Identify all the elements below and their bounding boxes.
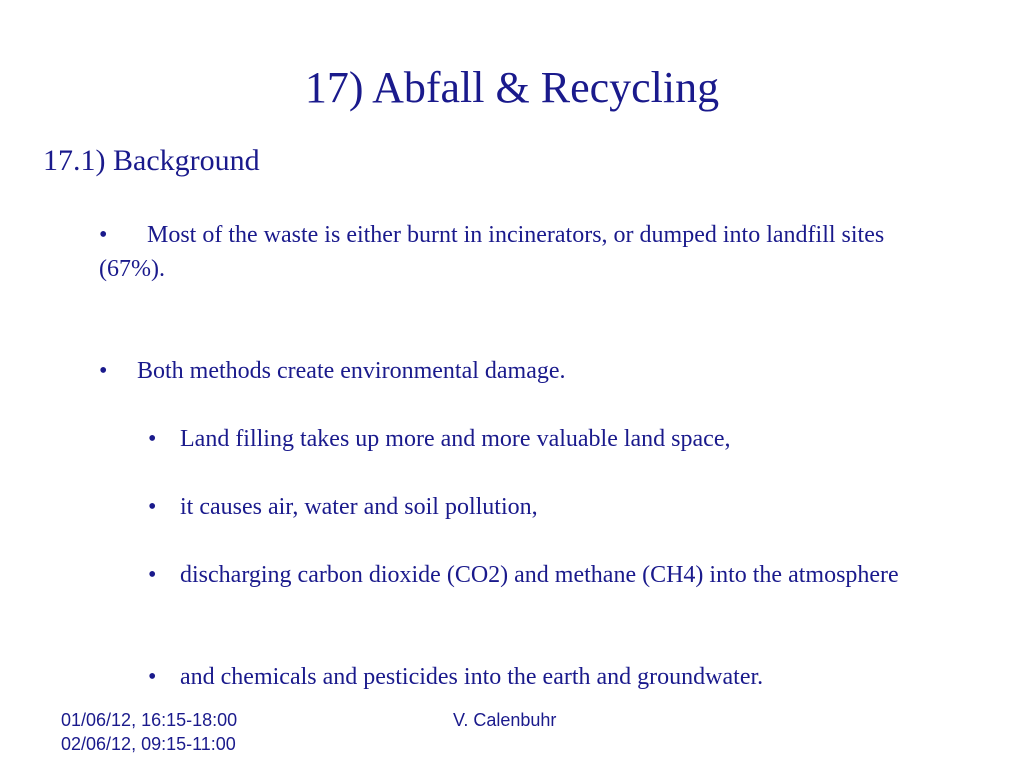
- sub-bullet-pollution: [148, 490, 928, 524]
- sub-bullet-land-space: [148, 422, 928, 456]
- footer-dates: [61, 708, 237, 756]
- footer-date-line-1: 01/06/12, 16:15-18:00: [61, 710, 238, 730]
- bullet-glyph: •: [148, 562, 157, 588]
- bullet-text: Most of the waste is either burnt in incinerators, or dumped into landfill sites (67%).: [99, 222, 885, 282]
- bullet-glyph: •: [148, 426, 157, 452]
- section-heading: 17.1) Background: [43, 144, 260, 177]
- sub-bullet-text: discharging carbon dioxide (CO2) and methane (CH4) into the atmosphere: [180, 562, 899, 588]
- bullet-glyph: •: [148, 494, 157, 520]
- sub-bullet-text: and chemicals and pesticides into the earth and groundwater.: [180, 664, 764, 690]
- sub-bullet-text: Land filling takes up more and more valuable land space,: [180, 426, 731, 452]
- bullet-environmental-damage: [99, 354, 899, 388]
- slide-title: 17) Abfall & Recycling: [304, 63, 720, 112]
- bullet-glyph: •: [99, 222, 108, 248]
- sub-bullet-text: it causes air, water and soil pollution,: [180, 494, 538, 520]
- bullet-text: Both methods create environmental damage.: [137, 358, 566, 384]
- sub-bullet-chemicals: [148, 660, 928, 694]
- footer-date-line-2: 02/06/12, 09:15-11:00: [61, 734, 236, 754]
- bullet-glyph: •: [148, 664, 157, 690]
- bullet-waste-disposal: [99, 218, 899, 286]
- bullet-glyph: •: [99, 358, 108, 384]
- footer-author: V. Calenbuhr: [453, 710, 557, 730]
- sub-bullet-emissions: [148, 558, 908, 592]
